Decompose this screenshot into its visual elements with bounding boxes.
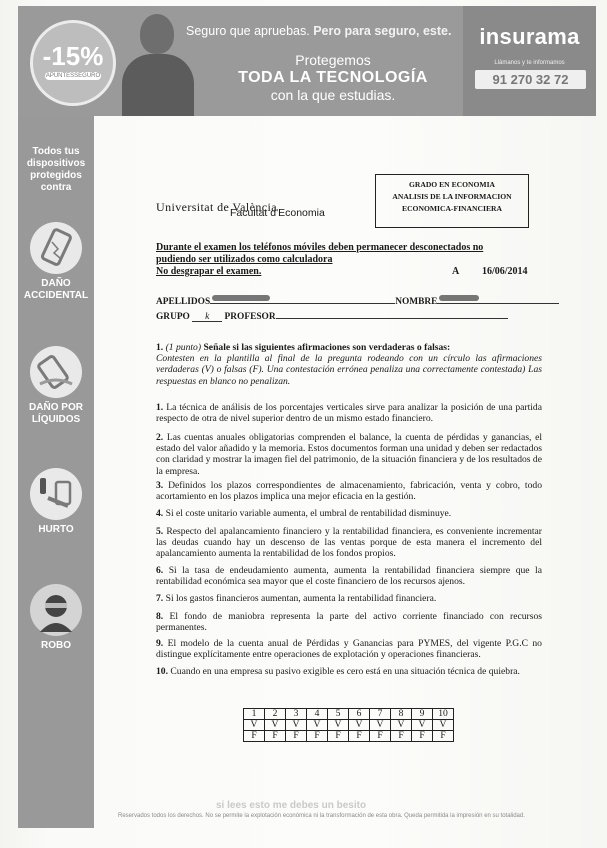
false-option[interactable]: F — [391, 731, 412, 742]
faded-watermark-text: si lees esto me debes un besito — [216, 800, 367, 811]
false-option[interactable]: F — [328, 731, 349, 742]
grid-number: 6 — [349, 709, 370, 720]
grid-number: 5 — [328, 709, 349, 720]
university-logo: Universitat de València — [156, 200, 277, 214]
grid-number: 3 — [286, 709, 307, 720]
statement-number: 5. — [156, 526, 164, 537]
false-option[interactable]: F — [349, 731, 370, 742]
true-option[interactable]: V — [286, 720, 307, 731]
statement-text: El modelo de la cuenta anual de Pérdidas y Ganancias para PYMES, del vigente P.G.C no distingue explícitamente entre operaciones de explotación y operaciones financieras. — [156, 638, 542, 661]
brand-info: Llámanos y te informamos — [494, 60, 565, 66]
sidebar-item-liquids — [18, 346, 94, 426]
false-option[interactable]: F — [307, 731, 328, 742]
water-phone-icon — [30, 346, 82, 398]
hand-phone-icon — [30, 468, 82, 520]
grid-number: 10 — [433, 709, 454, 720]
notice-text: Durante el examen los teléfonos móviles deben permanecer desconectados no pudiendo ser utilizados como calculadora — [156, 242, 484, 265]
redaction-mark — [212, 295, 270, 301]
statement-text: Cuando en una empresa su pasivo exigible es cero está en una situación técnica de quiebra. — [170, 666, 520, 677]
group-row — [156, 309, 508, 323]
course-header-box — [375, 174, 529, 228]
statement-5 — [156, 526, 542, 560]
statement-text: Respecto del apalancamiento financiero y la rentabilidad financiera, es conveniente incrementar las deudas cuando hay un descenso de las ventas porque de esta manera el incremento del apalancamiento aumenta la rentabilidad de los fondos propios. — [156, 526, 543, 560]
brand-logo: insurama — [479, 24, 580, 49]
statement-3 — [156, 480, 542, 502]
notice-staple: No desgrapar el examen. — [156, 266, 262, 277]
grid-number: 4 — [307, 709, 328, 720]
false-option[interactable]: F — [286, 731, 307, 742]
sidebar-item-accidental — [18, 222, 94, 302]
rights-notice: Reservados todos los derechos. No se permite la explotación económica ni la transformación de esta obra. Queda permitida la impresión en su totalidad. — [118, 813, 525, 819]
bleed-through-text — [100, 116, 510, 156]
true-option[interactable]: V — [391, 720, 412, 731]
answer-grid — [243, 708, 454, 742]
ad-sidebar[interactable] — [18, 116, 94, 828]
true-option[interactable]: V — [349, 720, 370, 731]
name-label: NOMBRE — [395, 297, 438, 307]
professor-label: PROFESOR — [224, 312, 276, 322]
redaction-mark — [439, 295, 479, 301]
question-instructions: Contesten en la plantilla al final de la pregunta rodeando con un círculo las afirmaciones verdaderas (V) o falsas (F). Una contestación errónea penaliza una correctamente contestada) Las respuestas en blanco no penalizan. — [156, 353, 542, 387]
brand-panel — [463, 6, 596, 116]
question-statement: Señale si las siguientes afirmaciones son verdaderas o falsas: — [203, 342, 451, 353]
phone-number[interactable]: 91 270 32 72 — [475, 70, 586, 89]
faculty-name: Facultat d'Economia — [230, 207, 325, 219]
statement-number: 9. — [156, 638, 164, 649]
statement-number: 4. — [156, 508, 164, 519]
headline-line-3: con la que estudias. — [270, 87, 396, 103]
statement-2 — [156, 432, 542, 477]
false-option[interactable]: F — [265, 731, 286, 742]
statement-number: 10. — [156, 666, 168, 677]
discount-value: -15% — [42, 41, 104, 71]
exam-date: 16/06/2014 — [482, 266, 528, 277]
grid-number: 9 — [412, 709, 433, 720]
surname-field[interactable] — [210, 294, 395, 304]
exam-variant: A — [452, 266, 460, 277]
grid-number: 7 — [370, 709, 391, 720]
true-option[interactable]: V — [433, 720, 454, 731]
true-option[interactable]: V — [412, 720, 433, 731]
false-option[interactable]: F — [370, 731, 391, 742]
sidebar-item-label: ROBO — [41, 640, 71, 651]
promo-area — [18, 6, 463, 116]
group-field[interactable]: k — [192, 312, 222, 322]
question-points: (1 punto) — [165, 342, 202, 353]
statement-1 — [156, 402, 542, 424]
false-option[interactable]: F — [433, 731, 454, 742]
thief-icon — [30, 584, 82, 636]
question-number: 1. — [156, 342, 164, 353]
statement-text: El fondo de maniobra representa la parte del activo corriente financiado con recursos permanentes. — [156, 611, 542, 634]
statement-number: 2. — [156, 432, 164, 443]
true-option[interactable]: V — [370, 720, 391, 731]
statement-9 — [156, 638, 542, 660]
sidebar-item-label: DAÑO POR LÍQUIDOS — [29, 402, 83, 425]
tagline-part-a: Seguro que apruebas. — [186, 24, 310, 38]
headline-line-2: TODA LA TECNOLOGÍA — [238, 69, 428, 86]
true-option[interactable]: V — [244, 720, 265, 731]
statement-10 — [156, 666, 542, 677]
statement-text: Si el coste unitario variable aumenta, el umbral de rentabilidad disminuye. — [165, 508, 452, 519]
answer-grid-numbers — [244, 709, 454, 720]
statement-text: Si los gastos financieros aumentan, aumenta la rentabilidad financiera. — [165, 593, 437, 604]
true-option[interactable]: V — [307, 720, 328, 731]
statement-7 — [156, 593, 542, 604]
answer-grid-true-row — [244, 720, 454, 731]
group-label: GRUPO — [156, 312, 190, 322]
answer-grid-false-row — [244, 731, 454, 742]
grid-number: 2 — [265, 709, 286, 720]
statement-text: Definidos los plazos correspondientes de almacenamiento, fabricación, venta y cobro, todo acortamiento en los plazos implica una mejor eficacia en la gestión. — [156, 480, 542, 503]
statement-number: 7. — [156, 593, 164, 604]
course-line-1: GRADO EN ECONOMIA — [408, 180, 496, 189]
discount-code: APUNTESSEGURO — [45, 73, 101, 79]
false-option[interactable]: F — [412, 731, 433, 742]
ad-banner[interactable] — [18, 6, 596, 116]
statement-number: 1. — [156, 402, 164, 413]
grid-number: 1 — [244, 709, 265, 720]
true-option[interactable]: V — [328, 720, 349, 731]
discount-badge — [30, 20, 116, 106]
sidebar-item-label: HURTO — [38, 524, 74, 535]
course-line-2: ANALISIS DE LA INFORMACION — [392, 192, 512, 201]
sidebar-item-label: DAÑO ACCIDENTAL — [23, 278, 89, 301]
exam-sheet — [100, 116, 590, 816]
statement-8 — [156, 611, 542, 633]
surname-label: APELLIDOS — [156, 297, 211, 307]
course-line-3: ECONOMICA-FINANCIERA — [402, 204, 502, 213]
statement-text: Si la tasa de endeudamiento aumenta, aumenta la rentabilidad financiera siempre que la rentabilidad económica sea mayor que el coste financiero de los recursos ajenos. — [156, 565, 542, 588]
grid-number: 8 — [391, 709, 412, 720]
statement-number: 8. — [156, 611, 164, 622]
sidebar-item-theft — [18, 468, 94, 536]
headline-line-1: Protegemos — [295, 52, 371, 68]
statement-number: 6. — [156, 565, 164, 576]
professor-field[interactable] — [276, 309, 508, 319]
true-option[interactable]: V — [265, 720, 286, 731]
statement-number: 3. — [156, 480, 164, 491]
statement-4 — [156, 508, 542, 519]
tagline-part-b: Pero para seguro, este. — [313, 24, 452, 38]
question-block-header — [156, 342, 542, 387]
sidebar-intro: Todos tus dispositivos protegidos contra — [26, 146, 86, 193]
statement-6 — [156, 565, 542, 587]
surname-row — [156, 294, 559, 308]
statement-text: La técnica de análisis de los porcentajes verticales sirve para analizar la posición de una partida respecto de otra de nivel superior dentro de un mismo estado financiero. — [156, 402, 542, 425]
broken-phone-icon — [30, 222, 82, 274]
ad-headline — [218, 52, 448, 103]
statement-text: Las cuentas anuales obligatorias comprenden el balance, la cuenta de pérdidas y ganancias, el estado del valor añadido y la memoria. Estos documentos forman una unidad y deben ser redactados con claridad y mostrar la imagen fiel del patrimonio, de la situación financiera y de los resultados de la empresa. — [156, 432, 542, 477]
sidebar-item-robbery — [18, 584, 94, 652]
false-option[interactable]: F — [244, 731, 265, 742]
name-field[interactable] — [437, 294, 559, 304]
ad-tagline — [186, 24, 451, 38]
